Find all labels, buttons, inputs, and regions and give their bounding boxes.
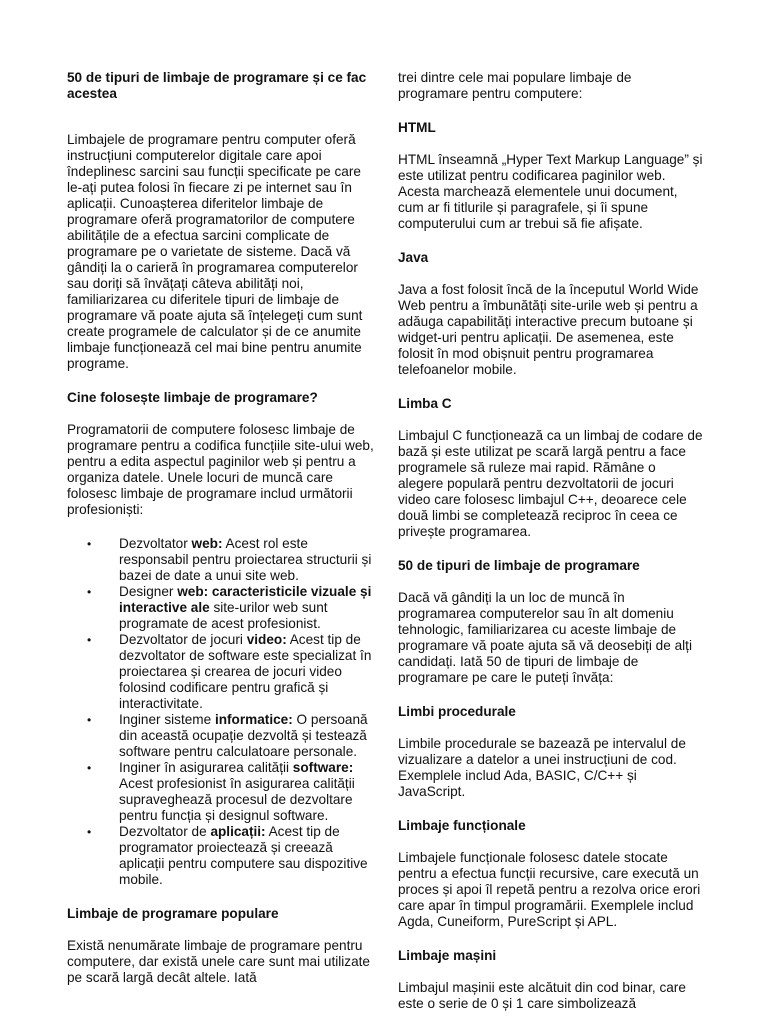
popular-heading: Limbaje de programare populare bbox=[67, 906, 279, 921]
procedural-paragraph: Limbile procedurale se bazează pe intervalul de vizualizare a datelor a unei instrucțiuni de cod. Exemplele includ Ada, BASIC, C/C++ și JavaScript. bbox=[398, 736, 686, 799]
who-heading: Cine folosește limbaje de programare? bbox=[67, 390, 318, 405]
c-paragraph: Limbajul C funcționează ca un limbaj de codare de bază și este utilizat pe scară largă pentru a face programele să ruleze mai rapid. Rămâne o alegere populară pentru dezvoltatorii de jocuri video care folosesc limbajul C++, deoarece cele două limbi se completează reciproc în ceea ce privește programarea. bbox=[398, 428, 703, 539]
list-item: • Inginer sisteme informatice: O persoană din această ocupație dezvoltă și testează software pentru calculatoare personale. bbox=[67, 712, 375, 760]
c-heading: Limba C bbox=[398, 396, 452, 411]
who-paragraph: Programatorii de computere folosesc limbaje de programare pentru a codifica funcțiile site-ului web, pentru a edita aspectul paginilor web și pentru a organiza datele. Unele locuri de muncă care folosesc limbaje de programare includ următorii profesioniști: bbox=[67, 422, 374, 517]
continuation-paragraph: trei dintre cele mai populare limbaje de programare pentru computere: bbox=[398, 70, 632, 101]
types-paragraph: Dacă vă gândiți la un loc de muncă în programarea computerelor sau în alt domeniu tehnologic, familiarizarea cu aceste limbaje de programare vă poate ajuta să vă deosebiți de alți candidați. Iată 50 de tipuri de limbaje de programare pe care le puteți învăța: bbox=[398, 590, 692, 685]
left-column bbox=[67, 70, 375, 1004]
popular-paragraph: Există nenumărate limbaje de programare pentru computere, dar există unele care sunt mai utilizate pe scară largă decât altele. Iată bbox=[67, 938, 370, 985]
right-column bbox=[398, 70, 703, 1030]
procedural-heading: Limbi procedurale bbox=[398, 704, 516, 719]
intro-paragraph: Limbajele de programare pentru computer oferă instrucțiuni computerelor digitale care apoi îndeplinesc sarcini sau funcții specificate pe care le-ați putea folosi în fiecare zi pe internet sau în aplicații. Cunoașterea diferitelor limbaje de programare oferă programatorilor de computere abilitățile de a efectua sarcini complicate de programare pe o varietate de sisteme. Dacă vă gândiți la o carieră în programarea computerelor sau doriți să învățați câteva abilități noi, familiarizarea cu diferitele tipuri de limbaje de programare vă poate ajuta să înțelegeți cum sunt create programele de calculator și de ce anumite limbaje funcționează cel mai bine pentru anumite programe. bbox=[67, 132, 363, 371]
java-heading: Java bbox=[398, 250, 429, 265]
professions-list bbox=[67, 536, 375, 888]
types-heading: 50 de tipuri de limbaje de programare bbox=[398, 558, 640, 573]
html-paragraph: HTML înseamnă „Hyper Text Markup Language” și este utilizat pentru codificarea paginilor web. Acesta marchează elementele unui document, cum ar fi titlurile și paragrafele, și îi spune computerului cum ar trebui să fie afișate. bbox=[398, 152, 703, 231]
machine-heading: Limbaje mașini bbox=[398, 948, 497, 963]
list-item: • Inginer în asigurarea calității software: Acest profesionist în asigurarea calității supraveghează procesul de dezvoltare pentru funcția și designul software. bbox=[67, 760, 375, 824]
machine-paragraph: Limbajul mașinii este alcătuit din cod binar, care este o serie de 0 și 1 care simbolizează bbox=[398, 980, 686, 1011]
document-title: 50 de tipuri de limbaje de programare și ce fac acestea bbox=[67, 70, 367, 101]
functional-paragraph: Limbajele funcționale folosesc datele stocate pentru a efectua funcții recursive, care execută un proces și apoi îl repetă pentru a rezolva orice erori care apar în timpul programării. Exemplele includ Agda, Cuneiform, PureScript și APL. bbox=[398, 850, 701, 929]
html-heading: HTML bbox=[398, 120, 436, 135]
functional-heading: Limbaje funcționale bbox=[398, 818, 526, 833]
list-item: • Designer web: caracteristicile vizuale și interactive ale site-urilor web sunt programate de acest profesionist. bbox=[67, 584, 375, 632]
list-item: • Dezvoltator de aplicații: Acest tip de programator proiectează și creează aplicații pentru computere sau dispozitive mobile. bbox=[67, 824, 375, 888]
list-item: • Dezvoltator de jocuri video: Acest tip de dezvoltator de software este specializat în proiectarea și crearea de jocuri video folosind codificare pentru grafică și interactivitate. bbox=[67, 632, 375, 712]
java-paragraph: Java a fost folosit încă de la începutul World Wide Web pentru a îmbunătăți site-urile web și pentru a adăuga capabilități interactive precum butoane și widget-uri pentru aplicații. De asemenea, este folosit în mod obișnuit pentru programarea telefoanelor mobile. bbox=[398, 282, 699, 377]
list-item: • Dezvoltator web: Acest rol este responsabil pentru proiectarea structurii și bazei de date a unui site web. bbox=[67, 536, 375, 584]
